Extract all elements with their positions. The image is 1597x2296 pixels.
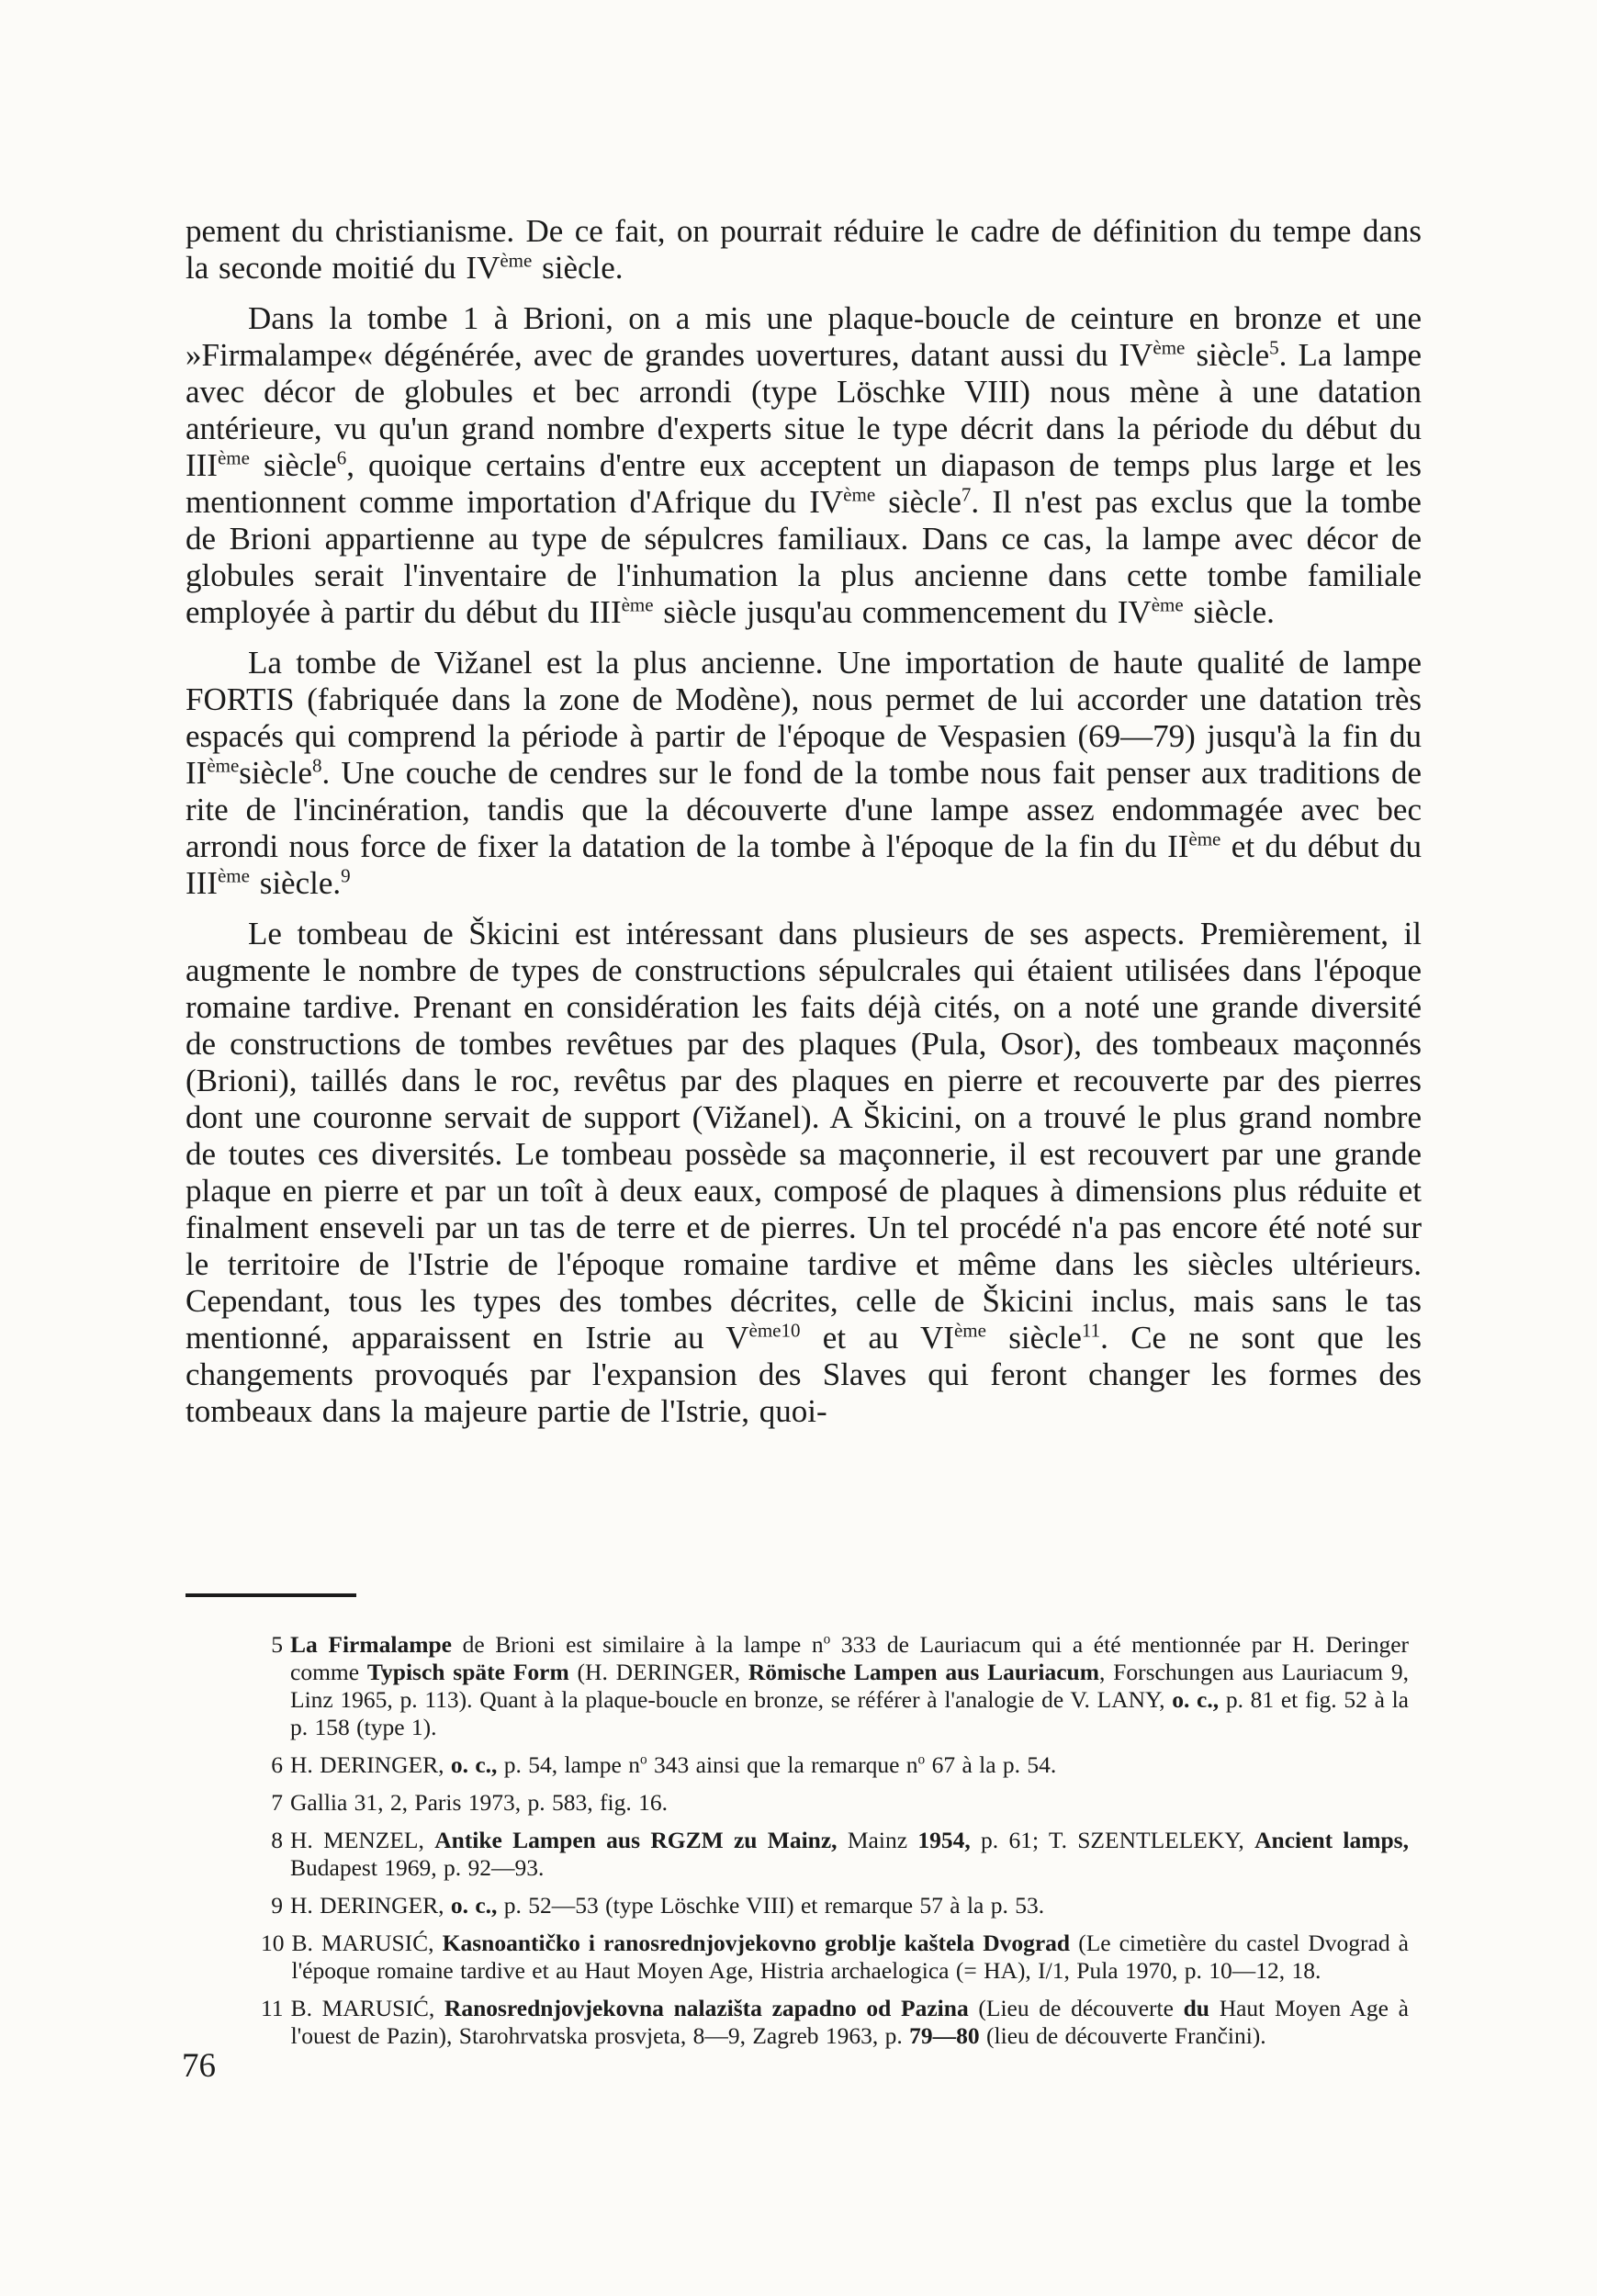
body-text (186, 213, 1422, 1444)
superscript: o (823, 1631, 831, 1648)
bold-text: Typisch späte Form (366, 1659, 569, 1685)
superscript: 7 (961, 483, 972, 506)
bold-text: o. c., (450, 1751, 498, 1778)
footnote-item (261, 1827, 1409, 1882)
footnote-number: 9 (271, 1892, 283, 1919)
footnote-text: B. MARUSIĆ, Ranosrednjovjekovna nalazišta zapadno od Pazina (Lieu de découverte du Haut Moyen Age à l'ouest de Pazin), Starohrvatska prosvjeta, 8—9, Zagreb 1963, p. 79—80 (lieu de découverte Frančini). (290, 1995, 1409, 2049)
footnote-item (261, 1789, 1409, 1817)
bold-text: 1954, (917, 1827, 971, 1853)
footnotes (261, 1631, 1409, 2060)
superscript: ème (621, 593, 654, 616)
footnote-item (261, 1631, 1409, 1741)
superscript: o (917, 1751, 926, 1768)
superscript: ème10 (748, 1319, 801, 1342)
footnote-text: H. DERINGER, o. c., p. 52—53 (type Löschke VIII) et remarque 57 à la p. 53. (290, 1892, 1045, 1919)
paragraph: Dans la tombe 1 à Brioni, on a mis une plaque-boucle de ceinture en bronze et une »Firmalampe« dégénérée, avec de grandes uovertures, datant aussi du IVème siècle$^5$. La lampe avec décor de globules et bec arrondi (type Löschke VIII) nous mène à une datation antérieure, vu qu'un grand nombre d'experts situe le type décrit dans la période du début du IIIème siècle$^6$, quoique certains d'entre eux acceptent un diapason de temps plus large et les mentionnent comme importation d'Afrique du IVème siècle$^7$. Il n'est pas exclus que la tombe de Brioni appartienne au type de sépulcres familiaux. Dans ce cas, la lampe avec décor de globules serait l'inventaire de l'inhumation la plus ancienne dans cette tombe familiale employée à partir du début du IIIème siècle jusqu'au commencement du IVème siècle. (186, 300, 1422, 630)
superscript: ème (1153, 336, 1186, 359)
footnote-number: 8 (271, 1827, 283, 1853)
superscript: ème (500, 249, 533, 272)
superscript: ème (217, 864, 250, 887)
footnote-item (261, 1995, 1409, 2050)
superscript: 9 (341, 864, 351, 887)
paragraph: Le tombeau de Škicini est intéressant dans plusieurs de ses aspects. Premièrement, il augmente le nombre de types de constructions sépulcrales qui étaient utilisées dans l'époque romaine tardive. Prenant en considération les faits déjà cités, on a noté une grande diversité de constructions de tombes revêtues par des plaques (Pula, Osor), des tombeaux maçonnés (Brioni), taillés dans le roc, revêtus par des plaques en pierre et recouverte par des pierres dont une couronne servait de support (Vižanel). A Škicini, on a trouvé le plus grand nombre de toutes ces diversités. Le tombeau possède sa maçonnerie, il est recouvert par une grande plaque en pierre et par un toît à deux eaux, composé de plaques à dimensions plus réduite et finalment enseveli par un tas de terre et de pierres. Un tel procédé n'a pas encore été noté sur le territoire de l'Istrie de l'époque romaine tardive et même dans les siècles ultérieurs. Cependant, tous les types des tombes décrites, celle de Škicini inclus, mais sans le tas mentionné, apparaissent en Istrie au $V^{ème10}$ et au VIème siècle$^{11}$. Ce ne sont que les changements provoqués par l'expansion des Slaves qui feront changer les formes des tombeaux dans la majeure partie de l'Istrie, quoi- (186, 916, 1422, 1429)
bold-text: Ancient lamps, (1254, 1827, 1409, 1853)
page-number: 76 (182, 2047, 216, 2085)
superscript: ème (843, 483, 876, 506)
bold-text: Kasnoantičko i ranosrednjovjekovno groblje kaštela Dvograd (442, 1930, 1071, 1956)
bold-text: Antike Lampen aus RGZM zu Mainz, (434, 1827, 838, 1853)
footnote-item (261, 1751, 1409, 1779)
bold-text: La Firmalampe (290, 1631, 452, 1658)
superscript: 8 (311, 754, 322, 777)
superscript: ème (953, 1319, 986, 1342)
footnote-number: 6 (271, 1751, 283, 1778)
footnote-separator-rule (186, 1593, 356, 1597)
footnote-number: 10 (261, 1930, 285, 1956)
footnote-text: H. DERINGER, o. c., p. 54, lampe $n^o$ 343 ainsi que la remarque $n^o$ 67 à la p. 54. (290, 1751, 1057, 1778)
bold-text: 79—80 (909, 2022, 980, 2049)
footnote-number: 7 (271, 1789, 283, 1816)
superscript: ème (1188, 827, 1221, 850)
bold-text: o. c., (1172, 1686, 1220, 1713)
footnote-item (261, 1930, 1409, 1985)
superscript: ème (1151, 593, 1184, 616)
paragraph: pement du christianisme. De ce fait, on pourrait réduire le cadre de définition du tempe dans la seconde moitié du IVème siècle. (186, 213, 1422, 286)
footnote-item (261, 1892, 1409, 1919)
bold-text: du (1183, 1995, 1209, 2021)
superscript: 6 (336, 446, 347, 469)
superscript: o (639, 1751, 647, 1768)
superscript: 11 (1081, 1319, 1101, 1342)
superscript: ème (217, 446, 250, 469)
bold-text: Ranosrednjovjekovna nalazišta zapadno od Pazina (444, 1995, 969, 2021)
footnote-text: B. MARUSIĆ, Kasnoantičko i ranosrednjovjekovno groblje kaštela Dvograd (Le cimetière du castel Dvograd à l'époque romaine tardive et au Haut Moyen Age, Histria archaelogica (= HA), I/1, Pula 1970, p. 10—12, 18. (291, 1930, 1409, 1984)
superscript: 5 (1269, 336, 1279, 359)
footnote-number: 11 (261, 1995, 284, 2021)
paragraph: La tombe de Vižanel est la plus ancienne. Une importation de haute qualité de lampe FORTIS (fabriquée dans la zone de Modène), nous permet de lui accorder une datation très espacés qui comprend la période à partir de l'époque de Vespasien (69—79) jusqu'à la fin du IIèmesiècle$^8$. Une couche de cendres sur le fond de la tombe nous fait penser aux traditions de rite de l'incinération, tandis que la découverte d'une lampe assez endommagée avec bec arrondi nous force de fixer la datation de la tombe à l'époque de la fin du IIème et du début du IIIème siècle.$^9$ (186, 645, 1422, 901)
footnote-text: H. MENZEL, Antike Lampen aus RGZM zu Mainz, Mainz 1954, p. 61; T. SZENTLELEKY, Ancient lamps, Budapest 1969, p. 92—93. (290, 1827, 1409, 1881)
superscript: ème (207, 754, 240, 777)
footnote-text: La Firmalampe de Brioni est similaire à la lampe $n^o$ 333 de Lauriacum qui a été mentionnée par H. Deringer comme Typisch späte Form (H. DERINGER, Römische Lampen aus Lauriacum, Forschungen aus Lauriacum 9, Linz 1965, p. 113). Quant à la plaque-boucle en bronze, se référer à l'analogie de V. LANY, o. c., p. 81 et fig. 52 à la p. 158 (type 1). (290, 1631, 1410, 1740)
bold-text: o. c., (450, 1892, 498, 1919)
bold-text: Römische Lampen aus Lauriacum (748, 1659, 1099, 1685)
footnote-text: Gallia 31, 2, Paris 1973, p. 583, fig. 16. (290, 1789, 669, 1816)
footnote-number: 5 (271, 1631, 283, 1658)
